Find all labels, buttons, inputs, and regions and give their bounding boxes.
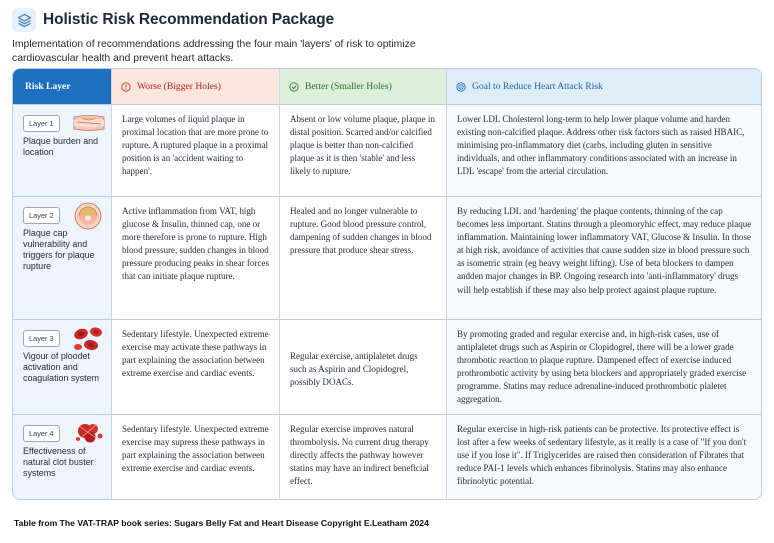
table-caption: Table from The VAT-TRAP book series: Sugars Belly Fat and Heart Disease Copyright E.Leatham 2024 [14, 518, 429, 528]
worse-cell: Large volumes of liquid plaque in proximal location that are more prone to rupture. A ruptured plaque in a proximal position is an 'accident waiting to happen'. [112, 105, 280, 196]
table-row [13, 414, 762, 500]
header-worse [112, 69, 280, 104]
table-row [13, 319, 762, 414]
layer-badge: Layer 4 [23, 425, 60, 442]
better-cell: Regular exercise improves natural thrombolysis. No current drug therapy directly affects the pathway however statins may have an indirect beneficial effect. [280, 415, 447, 500]
header-risk-layer [13, 69, 112, 104]
table-row [13, 104, 762, 196]
goal-cell: By promoting graded and regular exercise and, in high-risk cases, use of antiplaletet drugs such as Aspirin or Clopidogrel, there will be a lower grade thrombotic reaction to plaque rupture. Dampened effect of exercise induced prothrombotic activity by using beta blockers and appropriately graded exercise programme. Statins may reduce adrenaline-induced prothrombotic plaletet aggregation. [447, 320, 762, 414]
worse-cell: Active inflammation from VAT, high glucose & Insulin, thinned cap, one or more therefore is prone to rupture. High blood pressure, sudden changes in blood pressure producing peaks in shear forces that can initiate plaque rupture. [112, 197, 280, 319]
layer-name: Vigour of ploodet activation and coagulation system [23, 351, 99, 384]
layer-badge: Layer 3 [23, 330, 60, 347]
alert-circle-icon [121, 82, 131, 92]
risk-layer-cell [13, 320, 112, 414]
layers-icon [12, 8, 36, 32]
plaque-cap-icon [71, 201, 105, 235]
layer-name: Plaque cap vulnerability and triggers for plaque rupture [23, 228, 95, 272]
layer-name: Plaque burden and location [23, 136, 99, 158]
risk-layer-cell [13, 105, 112, 196]
target-icon [456, 82, 466, 92]
layer-badge: Layer 1 [23, 115, 60, 132]
goal-cell: By reducing LDL and 'hardening' the plaque contents, thinning of the cap becomes less important. Statins through a pleomoryhic effect, may reduce plaque inflammation. Maintaining lower inflammatory VAT, Glucose & Insulin. In those at high risk, avoidance of activities that cause sudden size in blood pressure such as isometric strain (eg heavy weight lifting). Use of beta blockers to dampen andden major changes in BP. Ongoing research into 'anti-inflammatory' drugs will help establish if these may also help protect against plaque rupture. [447, 197, 762, 319]
risk-layer-cell [13, 415, 112, 500]
header-risk-label: Risk Layer [25, 81, 71, 92]
table-header-row [13, 69, 762, 104]
header-better-label: Better (Smaller Holes) [305, 81, 392, 92]
risk-table [12, 68, 762, 500]
better-cell: Regular exercise, antiplaletet drugs such as Aspirin and Clopidogrel, possibly DOACs. [280, 320, 447, 414]
better-cell: Absent or low volume plaque, plaque in distal position. Scarred and/or calcified plaque is better than non-calcified plaque as it is then 'stable' and less likely to rupture. [280, 105, 447, 196]
layer-badge: Layer 2 [23, 207, 60, 224]
goal-cell: Regular exercise in high-risk patients can be protective. Its protective effect is lost after a few weeks of sedentary lifestyle, as it really is a case of "If you don't use if you lose it". If Triglycerides are raised then consideration of Fibrates that reduce PAI-1 levels which enhances fibrinolysis. Statins may also enhance fibrinolytic potential. [447, 415, 762, 500]
header-goal [447, 69, 762, 104]
check-circle-icon [289, 82, 299, 92]
layer-name: Effectiveness of natural clot buster systems [23, 446, 94, 479]
artery-plaque-icon [73, 113, 105, 137]
risk-layer-cell [13, 197, 112, 319]
header-worse-label: Worse (Bigger Holes) [137, 81, 221, 92]
goal-cell: Lower LDL Cholesterol long-term to help lower plaque volume and harden existing non-calcified plaque. Address other risk factors such as raised HBAIC, minimising pro-inflammatory diet (carbs, including gluten in sensitive individuals, and other inflammatory conditions associated with an increase in LDL 'escape' from the arterial circulation. [447, 105, 762, 196]
table-row [13, 196, 762, 319]
header-goal-label: Goal to Reduce Heart Attack Risk [472, 81, 603, 92]
red-blood-cells-icon [71, 324, 107, 358]
page-header [12, 8, 334, 32]
header-better [280, 69, 447, 104]
better-cell: Healed and no longer vulnerable to rupture. Good blood pressure control, dampening of sudden changes in blood pressure that produce shear stress. [280, 197, 447, 319]
page-title: Holistic Risk Recommendation Package [43, 11, 334, 28]
worse-cell: Sedentary lifestyle. Unexpected extreme exercise may supress these pathways in part explaining the association between extreme exercise and cardiac events. [112, 415, 280, 500]
page-subtitle: Implementation of recommendations addressing the four main 'layers' of risk to optimize cardiovascular health and prevent heart attacks. [12, 39, 416, 64]
worse-cell: Sedentary lifestyle. Unexpected extreme exercise may activate these pathways in part explaining the association between extreme exercise and cardiac events. [112, 320, 280, 414]
clot-icon [73, 420, 105, 450]
